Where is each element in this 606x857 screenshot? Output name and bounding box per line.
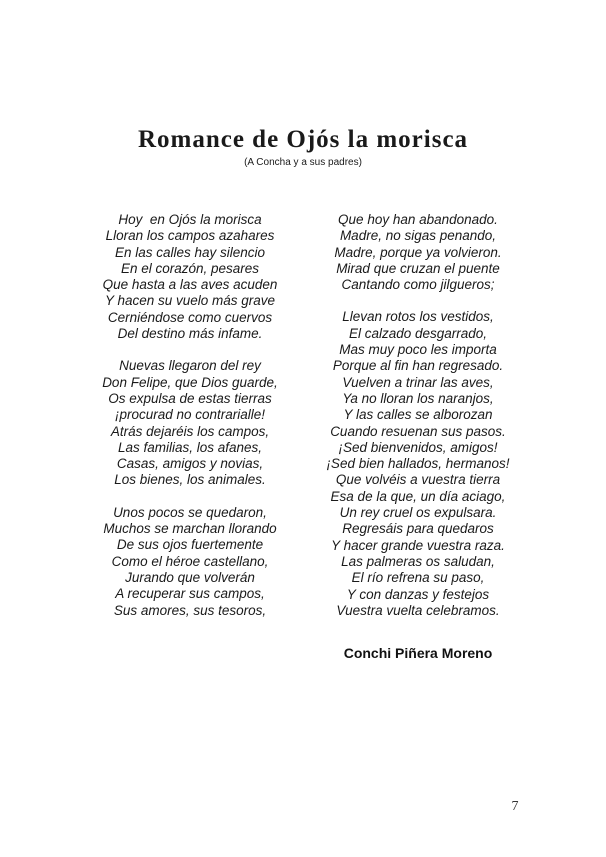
poem-line: Las palmeras os saludan,: [341, 553, 495, 569]
poem-line: ¡Sed bienvenidos, amigos!: [338, 439, 498, 455]
poem-line: Madre, porque ya volvieron.: [334, 244, 502, 260]
stanza-4: [304, 212, 532, 293]
stanza-1: [76, 212, 304, 342]
poem-line: Que volvéis a vuestra tierra: [335, 472, 501, 488]
poem-column-right: [304, 212, 532, 661]
poem-line: Unos pocos se quedaron,: [113, 504, 267, 520]
poem-line: En el corazón, pesares: [120, 260, 260, 276]
poem-line: Cerniéndose como cuervos: [107, 309, 273, 325]
poem-line: Un rey cruel os expulsara.: [339, 505, 497, 521]
poem-line: Porque al fin han regresado.: [332, 358, 504, 374]
poem-line: De sus ojos fuertemente: [116, 537, 264, 553]
poem-line: Vuelven a trinar las aves,: [342, 374, 494, 390]
poem-dedication: (A Concha y a sus padres): [244, 157, 362, 168]
poem-line: Los bienes, los animales.: [114, 472, 266, 488]
poem-line: Cuando resuenan sus pasos.: [330, 423, 506, 439]
poem-line: Casas, amigos y novias,: [116, 456, 264, 472]
poem-line: ¡procurad no contrarialle!: [114, 407, 266, 423]
poem-line: Las familias, los afanes,: [117, 439, 263, 455]
poem-line: Lloran los campos azahares: [105, 228, 275, 244]
poem-line: Hoy en Ojós la morisca: [118, 212, 262, 227]
poem-line: Y hacer grande vuestra raza.: [331, 537, 505, 553]
stanza-5: [304, 309, 532, 619]
poem-line: Cantando como jilgueros;: [341, 277, 495, 293]
poem-line: Mas muy poco les importa: [339, 342, 497, 358]
poem-line: Esa de la que, un día aciago,: [330, 488, 506, 504]
page-number: 7: [511, 799, 519, 814]
poem-column-left: [76, 212, 304, 661]
poem-line: Llevan rotos los vestidos,: [342, 309, 494, 325]
poem-line: Y hacen su vuelo más grave: [104, 293, 276, 309]
poem-title: Romance de Ojós la morisca: [137, 126, 469, 153]
poem-line: Os expulsa de estas tierras: [108, 390, 272, 406]
poem-line: Y con danzas y festejos: [346, 586, 490, 602]
stanza-2: [76, 358, 304, 488]
poem-line: A recuperar sus campos,: [115, 586, 265, 602]
poem-line: El calzado desgarrado,: [348, 325, 488, 341]
poem-line: Don Felipe, que Dios guarde,: [102, 374, 278, 390]
poem-line: Nuevas llegaron del rey: [119, 358, 261, 374]
poem-line: Atrás dejaréis los campos,: [110, 423, 270, 439]
stanza-3: [76, 505, 304, 619]
poem-line: ¡Sed bien hallados, hermanos!: [326, 456, 510, 472]
poem-line: Jurando que volverán: [125, 569, 255, 585]
poem-line: Vuestra vuelta celebramos.: [336, 602, 500, 618]
poem-line: Ya no lloran los naranjos,: [342, 390, 494, 406]
poem-line: Muchos se marchan llorando: [103, 521, 277, 537]
poem-line: Mirad que cruzan el puente: [336, 260, 500, 276]
poem-line: Que hasta a las aves acuden: [102, 277, 278, 293]
poem-line: El río refrena su paso,: [351, 570, 485, 586]
poem-columns: [0, 212, 606, 661]
poem-line: Como el héroe castellano,: [111, 553, 269, 569]
poem-line: Del destino más infame.: [117, 326, 263, 342]
poem-line: En las calles hay silencio: [114, 244, 266, 260]
poem-line: Que hoy han abandonado.: [338, 212, 498, 227]
poem-line: Regresáis para quedaros: [342, 521, 494, 537]
poem-author: Conchi Piñera Moreno: [343, 645, 493, 662]
poem-line: Y las calles se alborozan: [343, 407, 493, 423]
poem-line: Madre, no sigas penando,: [339, 228, 497, 244]
poem-line: Sus amores, sus tesoros,: [113, 602, 267, 618]
